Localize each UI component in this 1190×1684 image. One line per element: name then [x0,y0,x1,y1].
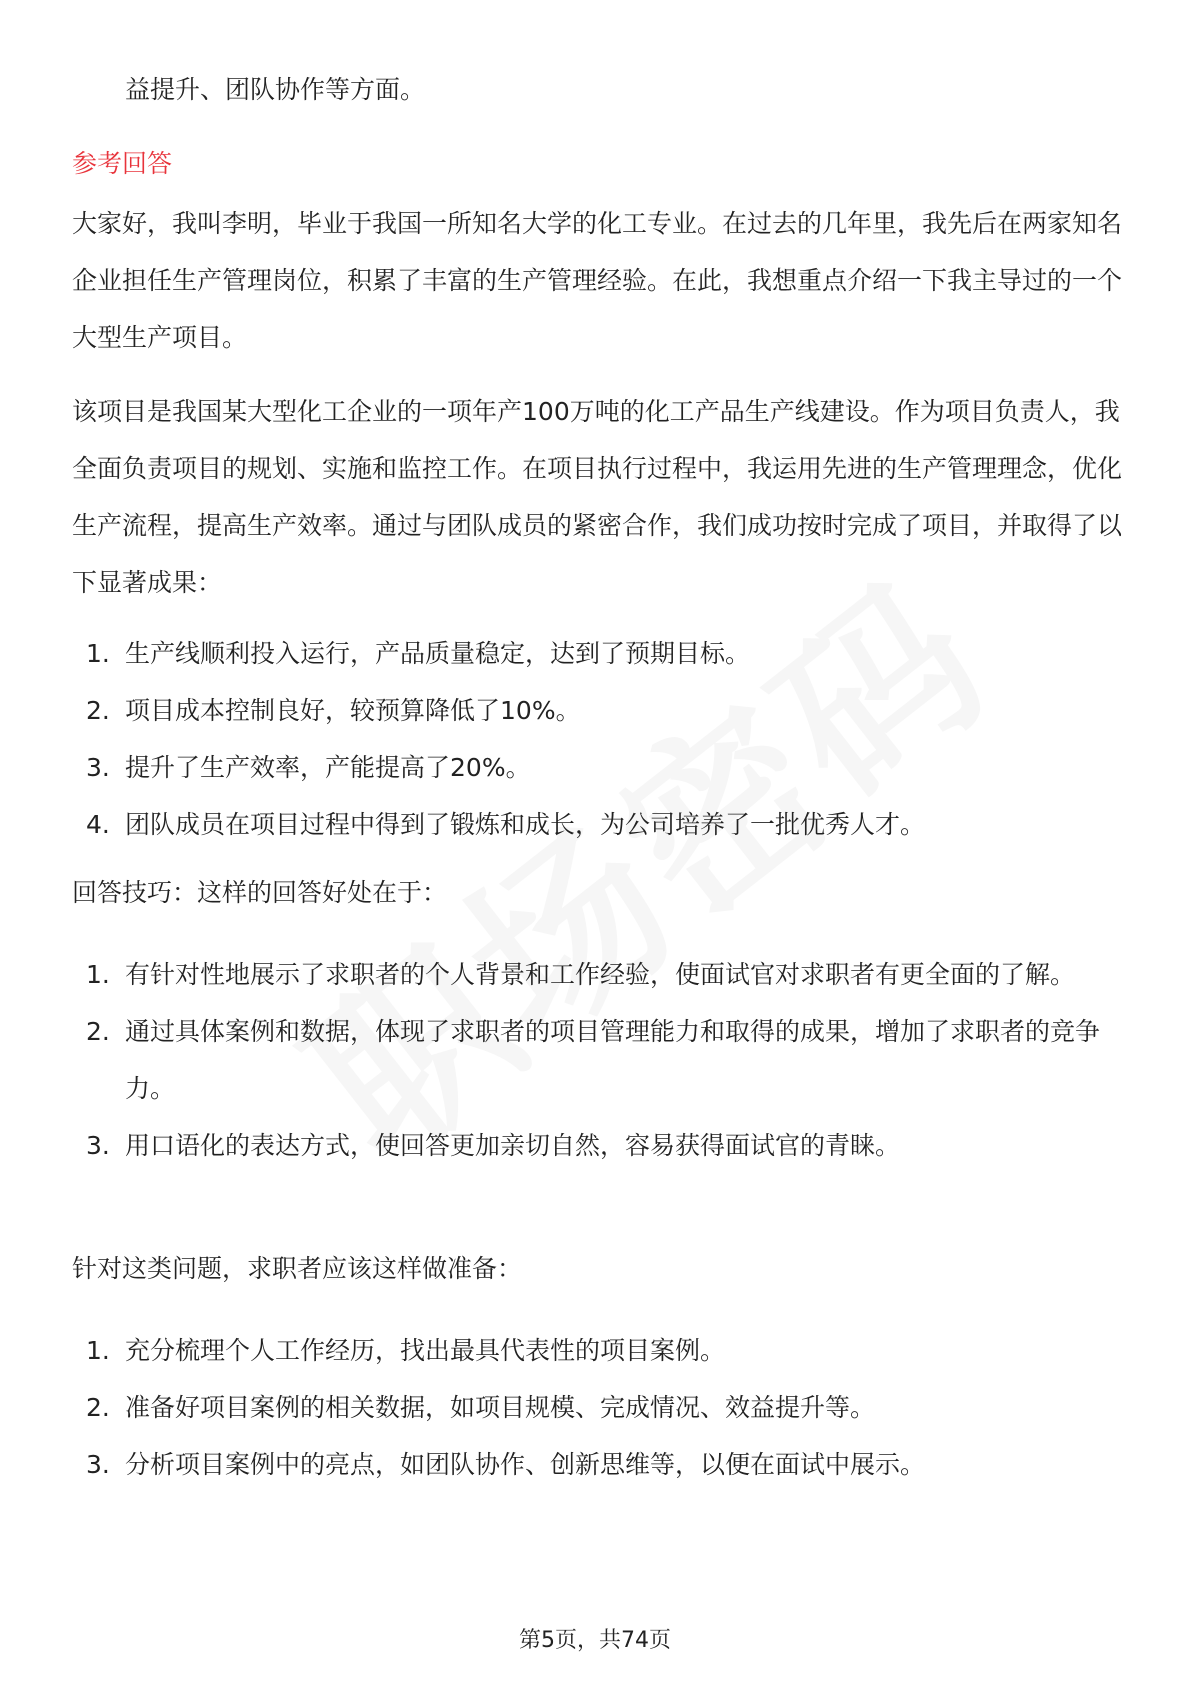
project-paragraph: 该项目是我国某大型化工企业的一项年产100万吨的化工产品生产线建设。作为项目负责人，我全面负责项目的规划、实施和监控工作。在项目执行过程中，我运用先进的生产管理理念，优化生产流程，提高生产效率。通过与团队成员的紧密合作，我们成功按时完成了项目，并取得了以下显著成果： [72,397,1123,597]
tips-list [72,946,1122,1174]
list-item [72,1379,1122,1436]
list-number: 4. [86,810,110,839]
list-item [72,682,1122,739]
list-number: 3. [86,753,110,782]
list-text: 项目成本控制良好，较预算降低了10%。 [125,696,581,725]
list-text: 准备好项目案例的相关数据，如项目规模、完成情况、效益提升等。 [125,1393,876,1422]
list-item [72,625,1122,682]
list-number: 1. [86,639,110,668]
list-item [72,946,1122,1003]
prep-list [72,1322,1122,1493]
continuation-text: 益提升、团队协作等方面。 [125,75,426,104]
list-number: 1. [86,1336,110,1365]
list-text: 充分梳理个人工作经历，找出最具代表性的项目案例。 [125,1336,726,1365]
list-text: 用口语化的表达方式，使回答更加亲切自然，容易获得面试官的青睐。 [125,1131,901,1160]
list-number: 1. [86,960,110,989]
list-item [72,1117,1122,1174]
prep-intro: 针对这类问题，求职者应该这样做准备： [72,1254,523,1283]
list-item [72,739,1122,796]
list-text: 提升了生产效率，产能提高了20%。 [125,753,531,782]
list-number: 3. [86,1131,110,1160]
results-list [72,625,1122,853]
list-text: 有针对性地展示了求职者的个人背景和工作经验，使面试官对求职者有更全面的了解。 [125,960,1076,989]
list-text: 团队成员在项目过程中得到了锻炼和成长，为公司培养了一批优秀人才。 [125,810,926,839]
page-footer: 第5页，共74页 [519,1628,671,1653]
list-text: 分析项目案例中的亮点，如团队协作、创新思维等，以便在面试中展示。 [125,1450,926,1479]
list-item [72,1436,1122,1493]
list-number: 3. [86,1450,110,1479]
list-text: 通过具体案例和数据，体现了求职者的项目管理能力和取得的成果，增加了求职者的竞争力。 [125,1017,1101,1103]
intro-paragraph: 大家好，我叫李明，毕业于我国一所知名大学的化工专业。在过去的几年里，我先后在两家知名企业担任生产管理岗位，积累了丰富的生产管理经验。在此，我想重点介绍一下我主导过的一个大型生产项目。 [72,209,1123,352]
list-number: 2. [86,696,110,725]
list-number: 2. [86,1017,110,1046]
list-item [72,1322,1122,1379]
tips-intro: 回答技巧：这样的回答好处在于： [72,878,448,907]
list-number: 2. [86,1393,110,1422]
section-heading: 参考回答 [72,149,173,178]
list-item [72,1003,1122,1117]
list-item [72,796,1122,853]
list-text: 生产线顺利投入运行，产品质量稳定，达到了预期目标。 [125,639,751,668]
